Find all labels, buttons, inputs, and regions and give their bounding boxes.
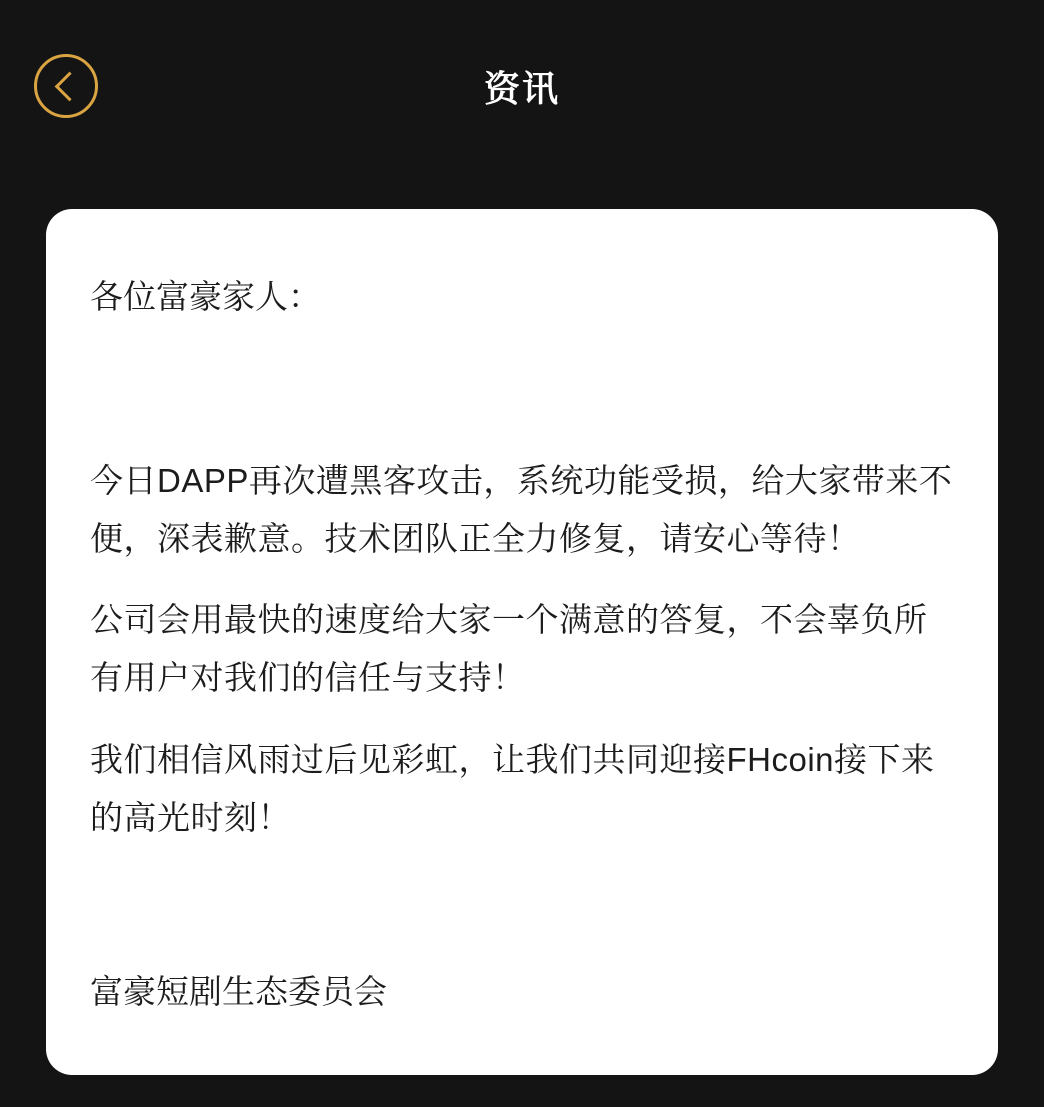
notice-salutation: 各位富豪家人： bbox=[90, 278, 321, 315]
chevron-left-icon bbox=[54, 71, 84, 101]
notice-paragraph-3: 我们相信风雨过后见彩虹，让我们共同迎接FHcoin接下来的高光时刻！ bbox=[90, 740, 935, 836]
notice-gap bbox=[90, 360, 954, 452]
notice-card bbox=[46, 209, 998, 1075]
notice-paragraph-1: 今日DAPP再次遭黑客攻击，系统功能受损，给大家带来不便，深表歉意。技术团队正全力修复，请安心等待！ bbox=[90, 461, 953, 557]
notice-signature: 富豪短剧生态委员会 bbox=[90, 973, 387, 1011]
notice-paragraph-2: 公司会用最快的速度给大家一个满意的答复，不会辜负所有用户对我们的信任与支持！ bbox=[90, 601, 928, 697]
page-title: 资讯 bbox=[483, 67, 560, 109]
signature-gap bbox=[90, 870, 954, 966]
page-header bbox=[0, 0, 1044, 172]
back-button[interactable] bbox=[34, 54, 98, 118]
